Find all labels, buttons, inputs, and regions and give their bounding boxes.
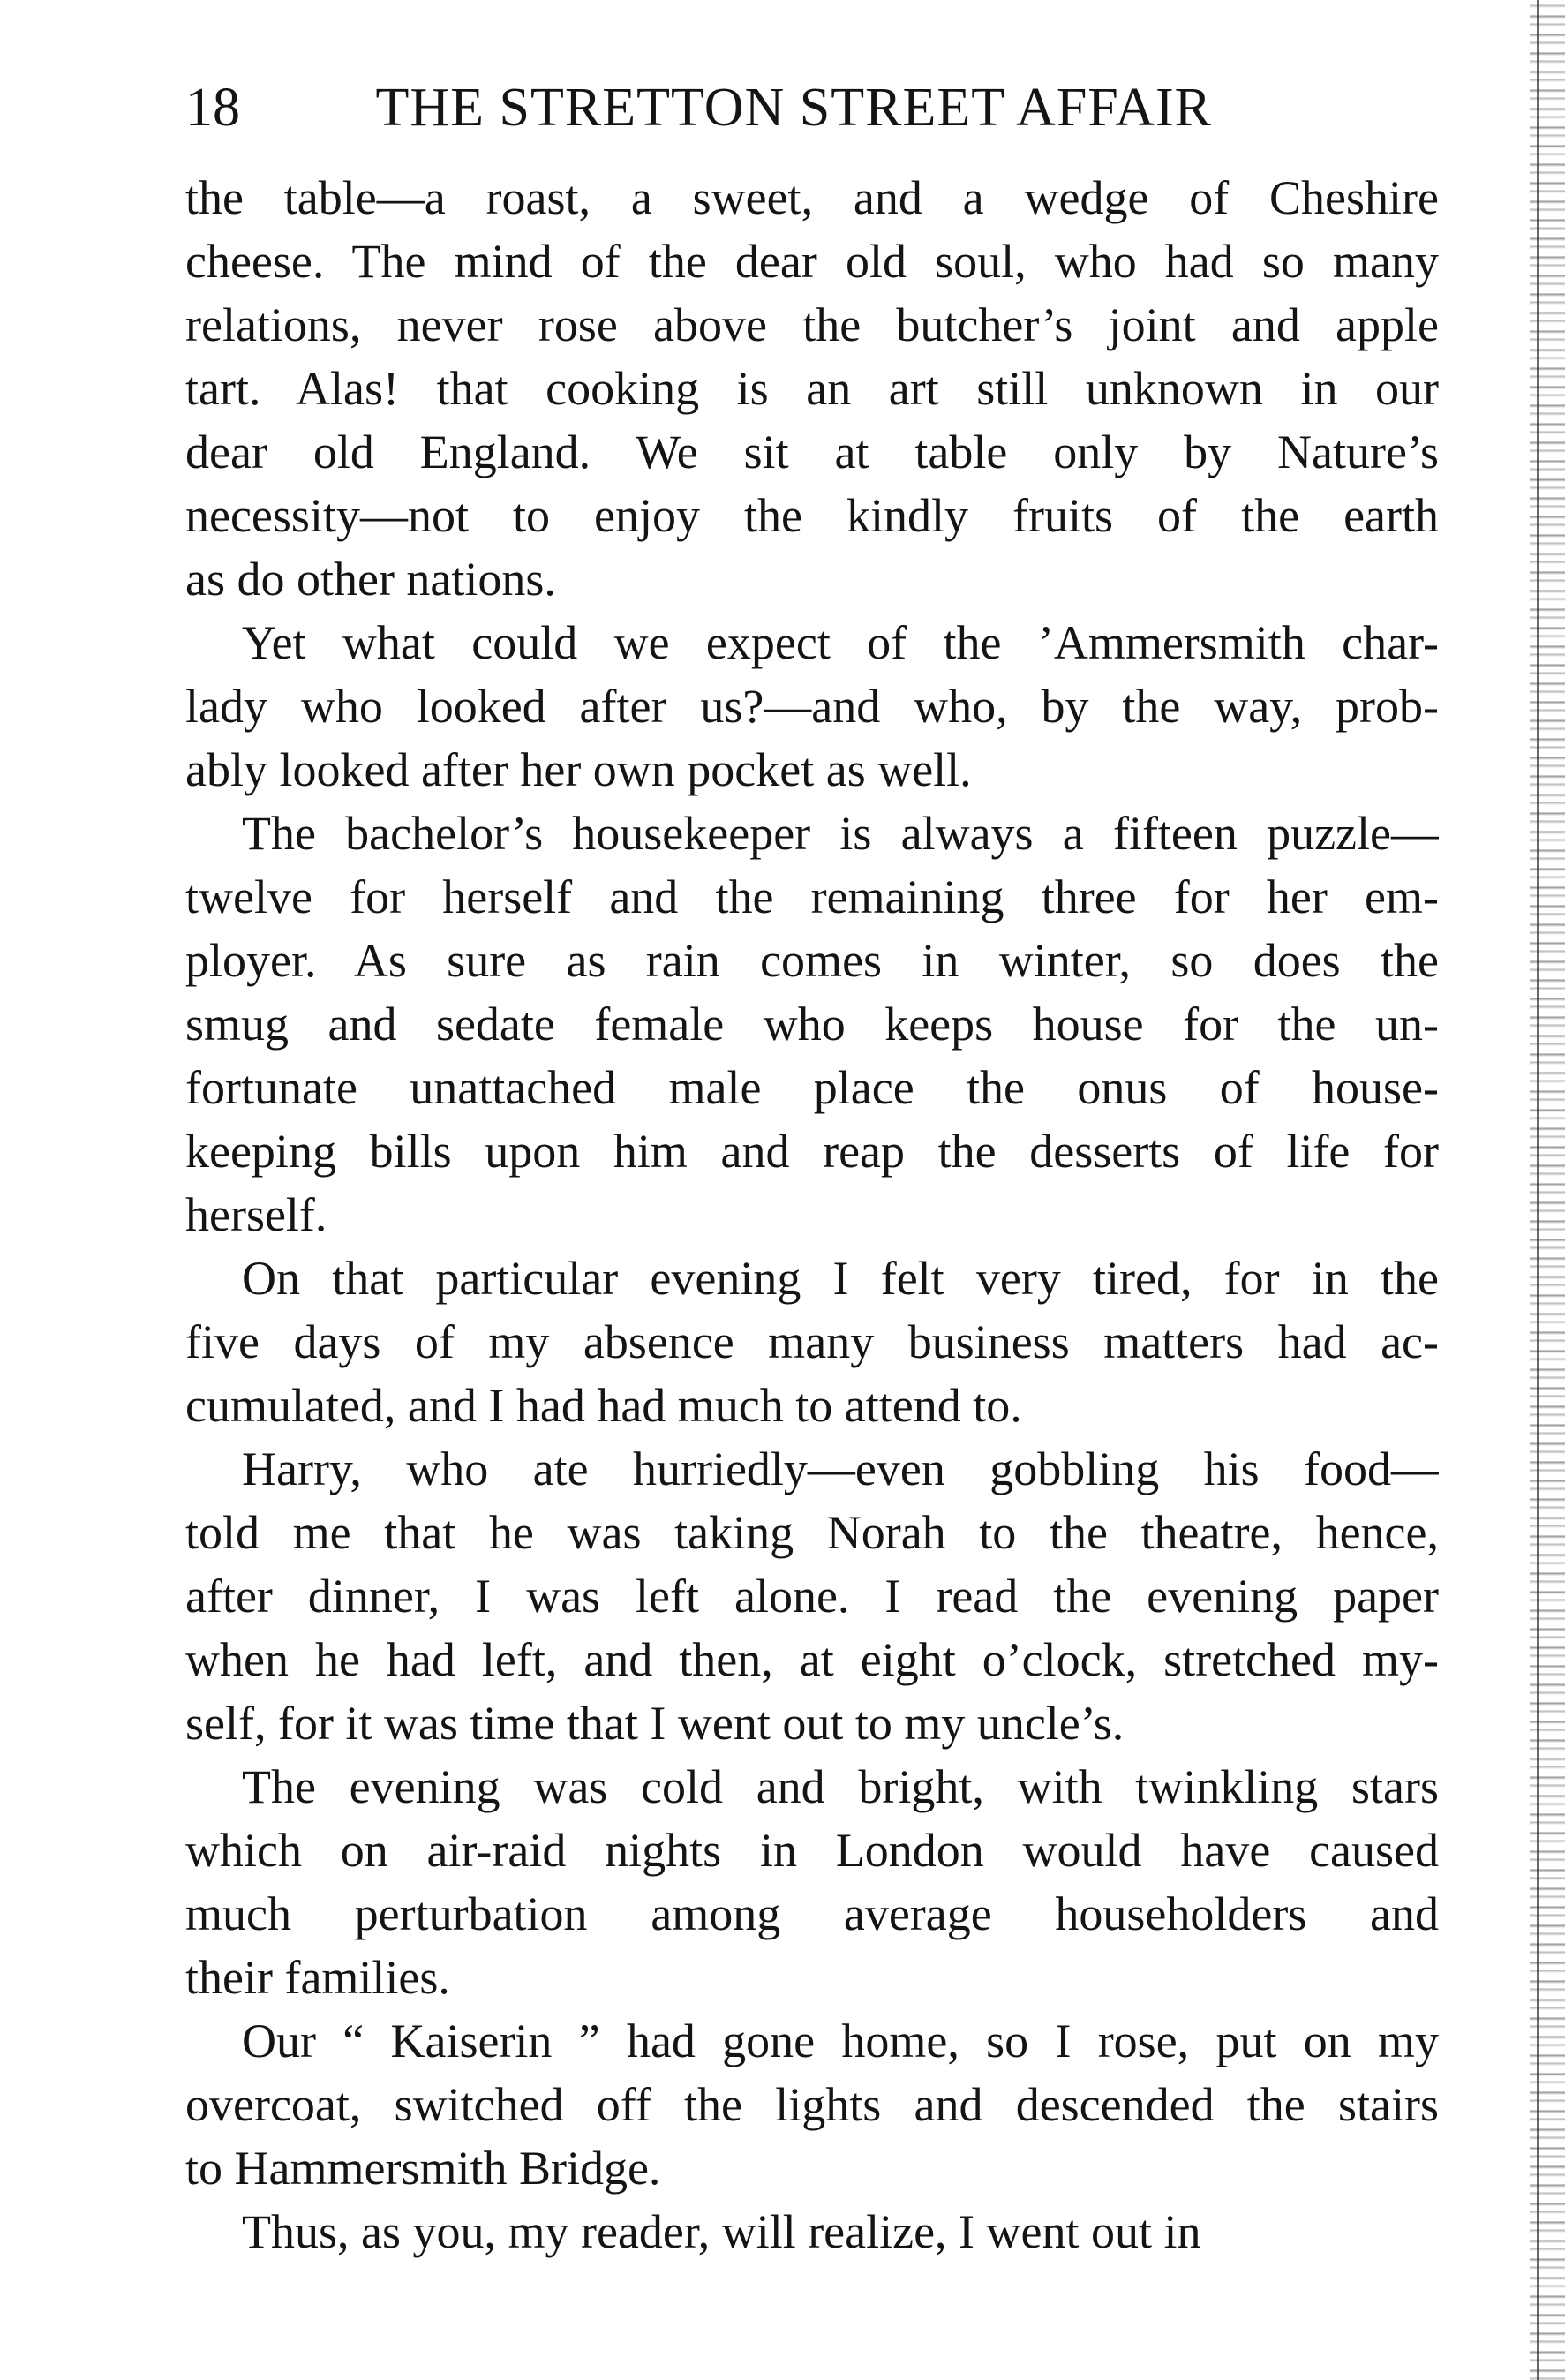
text-line: Thus, as you, my reader, will realize, I went out in: [242, 2205, 1201, 2258]
text-line: relations, never rose above the butcher’s joint and apple: [185, 298, 1439, 351]
text-line: five days of my absence many business matters had ac-: [185, 1315, 1439, 1368]
text-line: dear old England. We sit at table only by Nature’s: [185, 426, 1439, 478]
text-line: smug and sedate female who keeps house for the un-: [185, 998, 1439, 1051]
text-line: to Hammersmith Bridge.: [185, 2142, 661, 2195]
paragraph: [185, 802, 1439, 1246]
text-line: ployer. As sure as rain comes in winter, so does the: [185, 934, 1439, 987]
paragraph: [185, 2200, 1439, 2263]
page-number: 18: [185, 78, 240, 138]
text-line: told me that he was taking Norah to the theatre, hence,: [185, 1506, 1439, 1559]
text-line: when he had left, and then, at eight o’clock, stretched my-: [185, 1633, 1439, 1686]
text-line: herself.: [185, 1188, 327, 1241]
paragraph: [185, 1755, 1439, 2009]
page-edge-line: [1537, 0, 1539, 2380]
text-line: as do other nations.: [185, 553, 556, 606]
paragraph: [185, 2009, 1439, 2200]
book-title: THE STRETTON STREET AFFAIR: [375, 78, 1212, 138]
text-line: Yet what could we expect of the ’Ammersmith char-: [242, 616, 1439, 669]
text-line: which on air-raid nights in London would have caused: [185, 1824, 1439, 1877]
text-line: the table—a roast, a sweet, and a wedge of Cheshire: [185, 171, 1439, 224]
text-line: fortunate unattached male place the onus of house-: [185, 1061, 1439, 1114]
text-line: overcoat, switched off the lights and descended the stairs: [185, 2078, 1439, 2131]
paragraph: [185, 166, 1439, 611]
paragraph: [185, 611, 1439, 802]
text-line: On that particular evening I felt very tired, for in the: [242, 1252, 1439, 1305]
running-head: [185, 72, 1439, 143]
text-line: ably looked after her own pocket as well.: [185, 743, 972, 796]
text-line: keeping bills upon him and reap the desserts of life for: [185, 1125, 1439, 1178]
text-line: after dinner, I was left alone. I read the evening paper: [185, 1570, 1439, 1623]
paragraph: [185, 1246, 1439, 1437]
text-line: The evening was cold and bright, with twinkling stars: [242, 1760, 1439, 1813]
text-line: much perturbation among average householders and: [185, 1887, 1439, 1940]
text-line: self, for it was time that I went out to my uncle’s.: [185, 1697, 1125, 1750]
text-line: Harry, who ate hurriedly—even gobbling his food—: [242, 1442, 1439, 1495]
text-line: necessity—not to enjoy the kindly fruits of the earth: [185, 489, 1439, 542]
text-line: lady who looked after us?—and who, by the way, prob-: [185, 680, 1439, 733]
text-line: The bachelor’s housekeeper is always a fifteen puzzle—: [242, 807, 1439, 860]
text-line: their families.: [185, 1951, 450, 2004]
text-line: cumulated, and I had had much to attend to.: [185, 1379, 1022, 1432]
text-line: tart. Alas! that cooking is an art still unknown in our: [185, 362, 1439, 415]
text-line: twelve for herself and the remaining three for her em-: [185, 870, 1439, 923]
body-text: [185, 166, 1439, 2263]
text-line: cheese. The mind of the dear old soul, who had so many: [185, 235, 1439, 288]
page-edge-gutter: [1530, 0, 1565, 2380]
text-line: Our “ Kaiserin ” had gone home, so I rose, put on my: [242, 2015, 1439, 2067]
paragraph: [185, 1437, 1439, 1755]
